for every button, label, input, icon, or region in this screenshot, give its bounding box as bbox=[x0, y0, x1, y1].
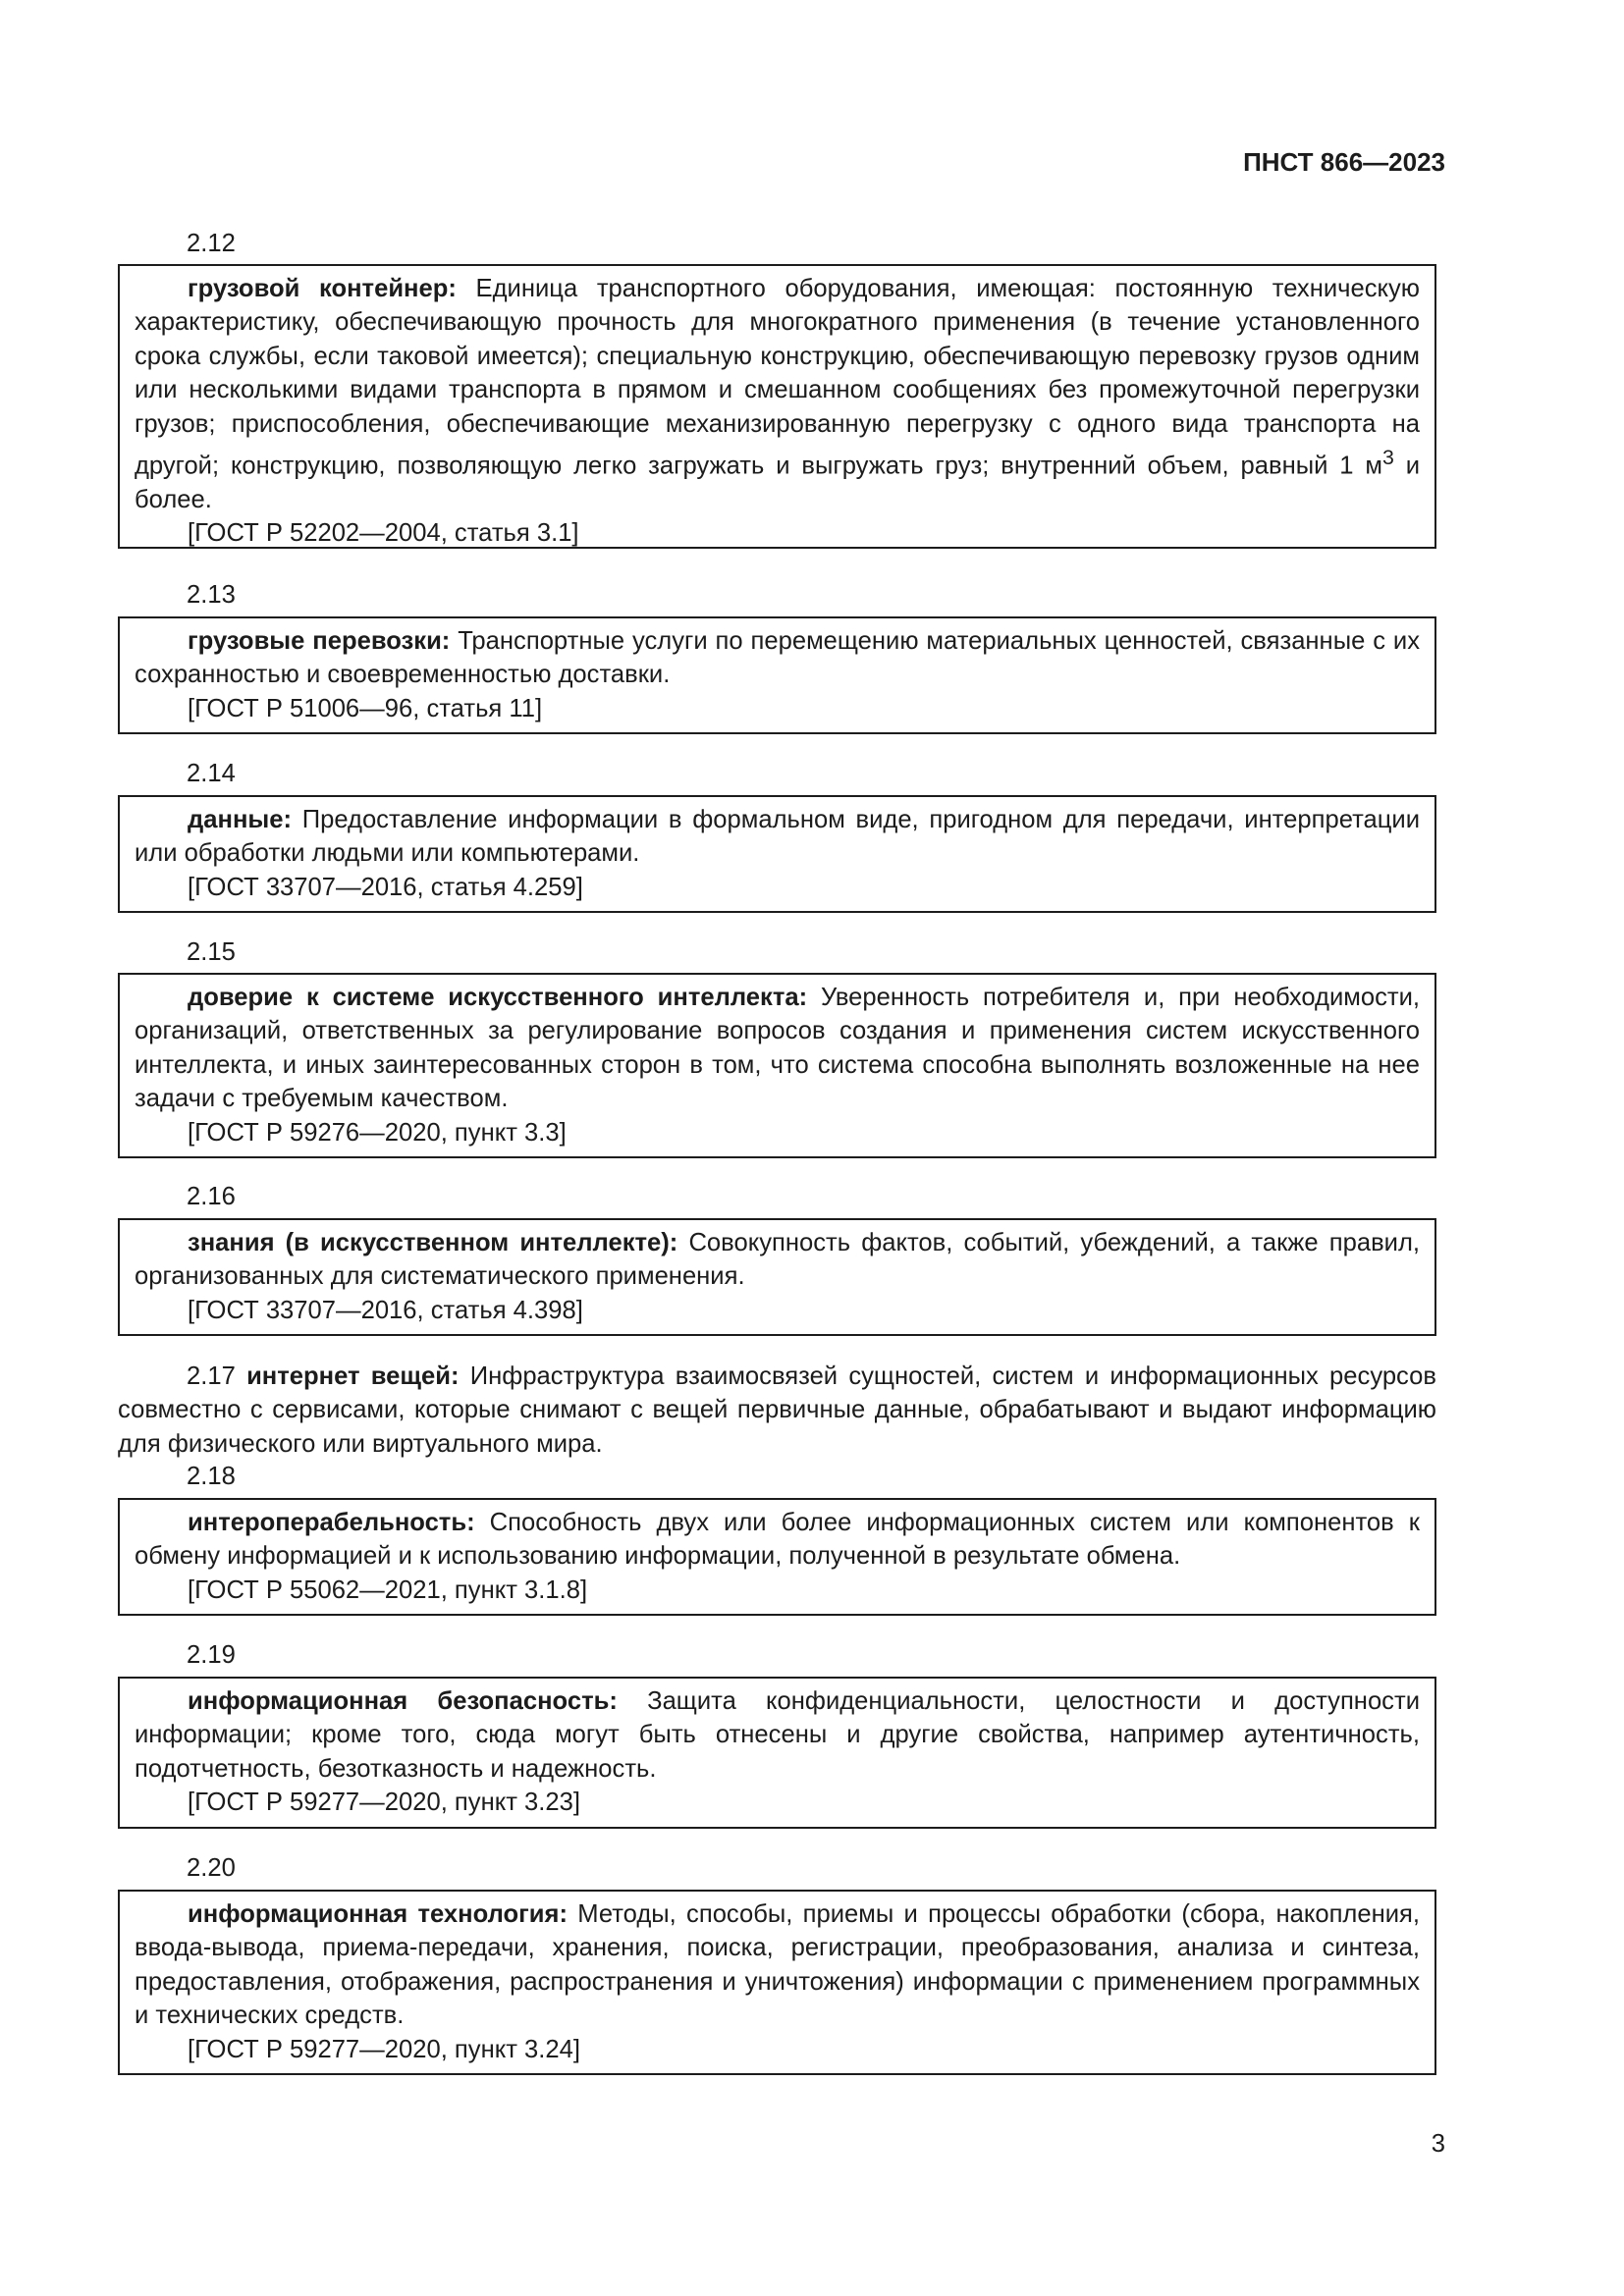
definition-text: Транспортные услуги по перемещению материальных ценностей, связанные с их сохранностью и своевременностью доставки. bbox=[135, 627, 1420, 689]
term-box bbox=[118, 1890, 1436, 2075]
source-reference: [ГОСТ Р 52202—2004, статья 3.1] bbox=[188, 519, 579, 548]
term-number: 2.12 bbox=[187, 230, 236, 257]
term-name: грузовой контейнер: bbox=[188, 275, 457, 302]
term-name: доверие к системе искусственного интеллекта: bbox=[188, 984, 808, 1011]
term-box bbox=[118, 795, 1436, 913]
term-number: 2.15 bbox=[187, 938, 236, 966]
term-number: 2.13 bbox=[187, 581, 236, 609]
term-name: интернет вещей: bbox=[246, 1362, 460, 1390]
term-name: данные: bbox=[188, 806, 293, 833]
definition bbox=[135, 1897, 1420, 2033]
page-number: 3 bbox=[1431, 2130, 1445, 2158]
term-box bbox=[118, 264, 1436, 549]
definition-text: Уверенность потребителя и, при необходимости, организаций, ответственных за регулирование вопросов создания и применения систем искусственного интеллекта, и иных заинтересованных сторон в том, что система способна выполнять возложенные на нее задачи с требуемым качеством. bbox=[135, 984, 1420, 1113]
term-box bbox=[118, 616, 1436, 734]
term-number: 2.16 bbox=[187, 1183, 236, 1210]
source-reference: [ГОСТ Р 55062—2021, пункт 3.1.8] bbox=[188, 1575, 588, 1604]
definition-text: Защита конфиденциальности, целостности и доступности информации; кроме того, сюда могут быть отнесены и другие свойства, например аутентичность, подотчетность, безотказность и надежность. bbox=[135, 1687, 1420, 1783]
source-reference: [ГОСТ Р 59277—2020, пункт 3.24] bbox=[188, 2035, 580, 2063]
definition bbox=[135, 1506, 1420, 1574]
term-number: 2.20 bbox=[187, 1854, 236, 1882]
term-number: 2.19 bbox=[187, 1641, 236, 1669]
source-reference: [ГОСТ Р 59276—2020, пункт 3.3] bbox=[188, 1118, 567, 1147]
term-box bbox=[118, 1677, 1436, 1829]
source-reference: [ГОСТ 33707—2016, статья 4.398] bbox=[188, 1296, 583, 1324]
term-box bbox=[118, 973, 1436, 1158]
definition bbox=[135, 624, 1420, 692]
term-name: знания (в искусственном интеллекте): bbox=[188, 1229, 678, 1256]
definition bbox=[135, 1226, 1420, 1294]
source-reference: [ГОСТ Р 51006—96, статья 11] bbox=[188, 694, 543, 722]
definition bbox=[135, 272, 1420, 516]
term-box bbox=[118, 1498, 1436, 1616]
plain-definition bbox=[118, 1360, 1436, 1461]
term-number: 2.17 bbox=[187, 1362, 236, 1390]
term-name: информационная технология: bbox=[188, 1900, 568, 1928]
term-name: грузовые перевозки: bbox=[188, 627, 451, 655]
source-reference: [ГОСТ Р 59277—2020, пункт 3.23] bbox=[188, 1789, 580, 1817]
definition bbox=[135, 1684, 1420, 1786]
term-number: 2.18 bbox=[187, 1463, 236, 1490]
definition-text: Единица транспортного оборудования, имеющая: постоянную техническую характеристику, обеспечивающую прочность для многократного применения (в течение установленного срока службы, если таковой имеется); специальную конструкцию, обеспечивающую перевозку грузов одним или несколькими видами транспорта в прямом и смешанном сообщениях без промежуточной перегрузки грузов; приспособления, обеспечивающие механизированную перегрузку с одного вида транспорта на другой; конструкцию, позволяющую легко загружать и выгружать груз; внутренний объем, равный 1 м bbox=[135, 275, 1420, 480]
term-name: интероперабельность: bbox=[188, 1509, 475, 1536]
document-code: ПНСТ 866—2023 bbox=[1243, 147, 1445, 177]
superscript: 3 bbox=[1381, 446, 1394, 470]
term-name: информационная безопасность: bbox=[188, 1687, 618, 1715]
definition-text: Способность двух или более информационных систем или компонентов к обмену информацией и к использованию информации, полученной в результате обмена. bbox=[135, 1509, 1420, 1571]
definition-text: Методы, способы, приемы и процессы обработки (сбора, накопления, ввода-вывода, приема-передачи, хранения, поиска, регистрации, преобразования, анализа и синтеза, предоставления, отображения, распространения и уничтожения) информации с применением программных и технических средств. bbox=[135, 1900, 1420, 2030]
definition bbox=[118, 1360, 1436, 1461]
definition-text: Инфраструктура взаимосвязей сущностей, систем и информационных ресурсов совместно с сервисами, которые снимают с вещей первичные данные, обрабатывают и выдают информацию для физического или виртуального мира. bbox=[118, 1362, 1436, 1458]
term-number: 2.14 bbox=[187, 760, 236, 787]
definition bbox=[135, 803, 1420, 871]
definition-text: Предоставление информации в формальном виде, пригодном для передачи, интерпретации или обработки людьми или компьютерами. bbox=[135, 806, 1420, 868]
definition bbox=[135, 981, 1420, 1116]
source-reference: [ГОСТ 33707—2016, статья 4.259] bbox=[188, 873, 583, 901]
definition-text: Совокупность фактов, событий, убеждений, а также правил, организованных для систематического применения. bbox=[135, 1229, 1421, 1291]
term-box bbox=[118, 1218, 1436, 1336]
definition-text-end: и более. bbox=[135, 452, 1420, 513]
